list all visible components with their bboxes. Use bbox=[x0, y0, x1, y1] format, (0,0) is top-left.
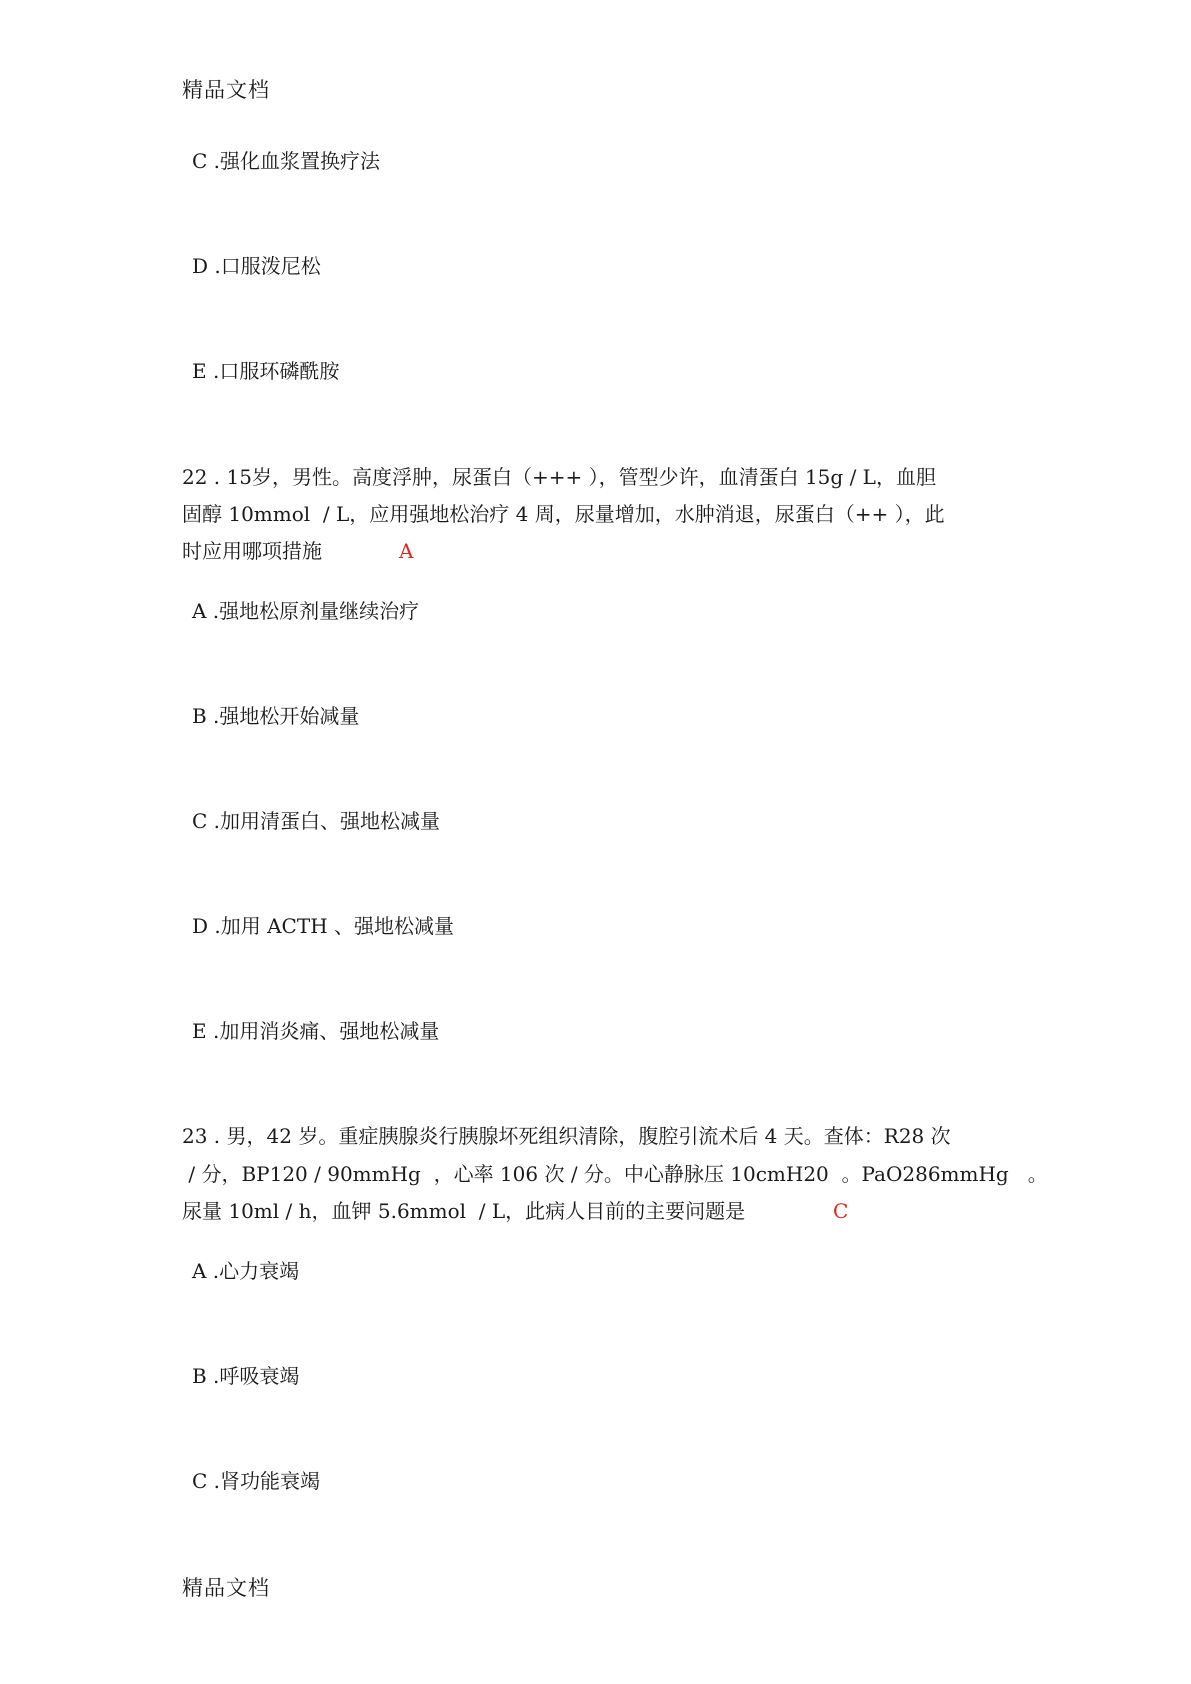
q22-option-a: A .强地松原剂量继续治疗 bbox=[192, 599, 420, 623]
page-footer: 精品文档 bbox=[182, 1576, 270, 1600]
q22-option-b: B .强地松开始减量 bbox=[192, 704, 360, 728]
q22-option-d: D .加用 ACTH 、强地松减量 bbox=[192, 914, 454, 938]
q21-option-d: D .口服泼尼松 bbox=[192, 254, 321, 278]
page-header: 精品文档 bbox=[182, 78, 270, 102]
q23-stem-line-3: 尿量 10ml / h，血钾 5.6mmol / L，此病人目前的主要问题是 bbox=[182, 1199, 746, 1223]
q22-option-e: E .加用消炎痛、强地松减量 bbox=[192, 1019, 440, 1043]
q22-answer: A bbox=[399, 539, 414, 563]
q21-option-e: E .口服环磷酰胺 bbox=[192, 359, 340, 383]
q22-stem-line-3: 时应用哪项措施 bbox=[182, 539, 322, 563]
q23-option-c: C .肾功能衰竭 bbox=[192, 1469, 321, 1493]
q23-stem-line-1: 23 . 男，42 岁。重症胰腺炎行胰腺坏死组织清除，腹腔引流术后 4 天。查体：R28 次 bbox=[182, 1124, 951, 1148]
q23-answer: C bbox=[833, 1199, 849, 1223]
q22-stem-line-1: 22 . 15岁，男性。高度浮肿，尿蛋白（+++ ），管型少许，血清蛋白 15g / L，血胆 bbox=[182, 465, 936, 489]
q23-option-b: B .呼吸衰竭 bbox=[192, 1364, 300, 1388]
q23-option-a: A .心力衰竭 bbox=[192, 1259, 300, 1283]
q21-option-c: C .强化血浆置换疗法 bbox=[192, 149, 381, 173]
q22-stem-line-2: 固醇 10mmol / L，应用强地松治疗 4 周，尿量增加，水肿消退，尿蛋白（++ ），此 bbox=[182, 502, 945, 526]
q22-option-c: C .加用清蛋白、强地松减量 bbox=[192, 809, 441, 833]
q23-stem-line-2: / 分，BP120 / 90mmHg ，心率 106 次 / 分。中心静脉压 10cmH20 。PaO286mmHg 。 bbox=[182, 1162, 1048, 1186]
